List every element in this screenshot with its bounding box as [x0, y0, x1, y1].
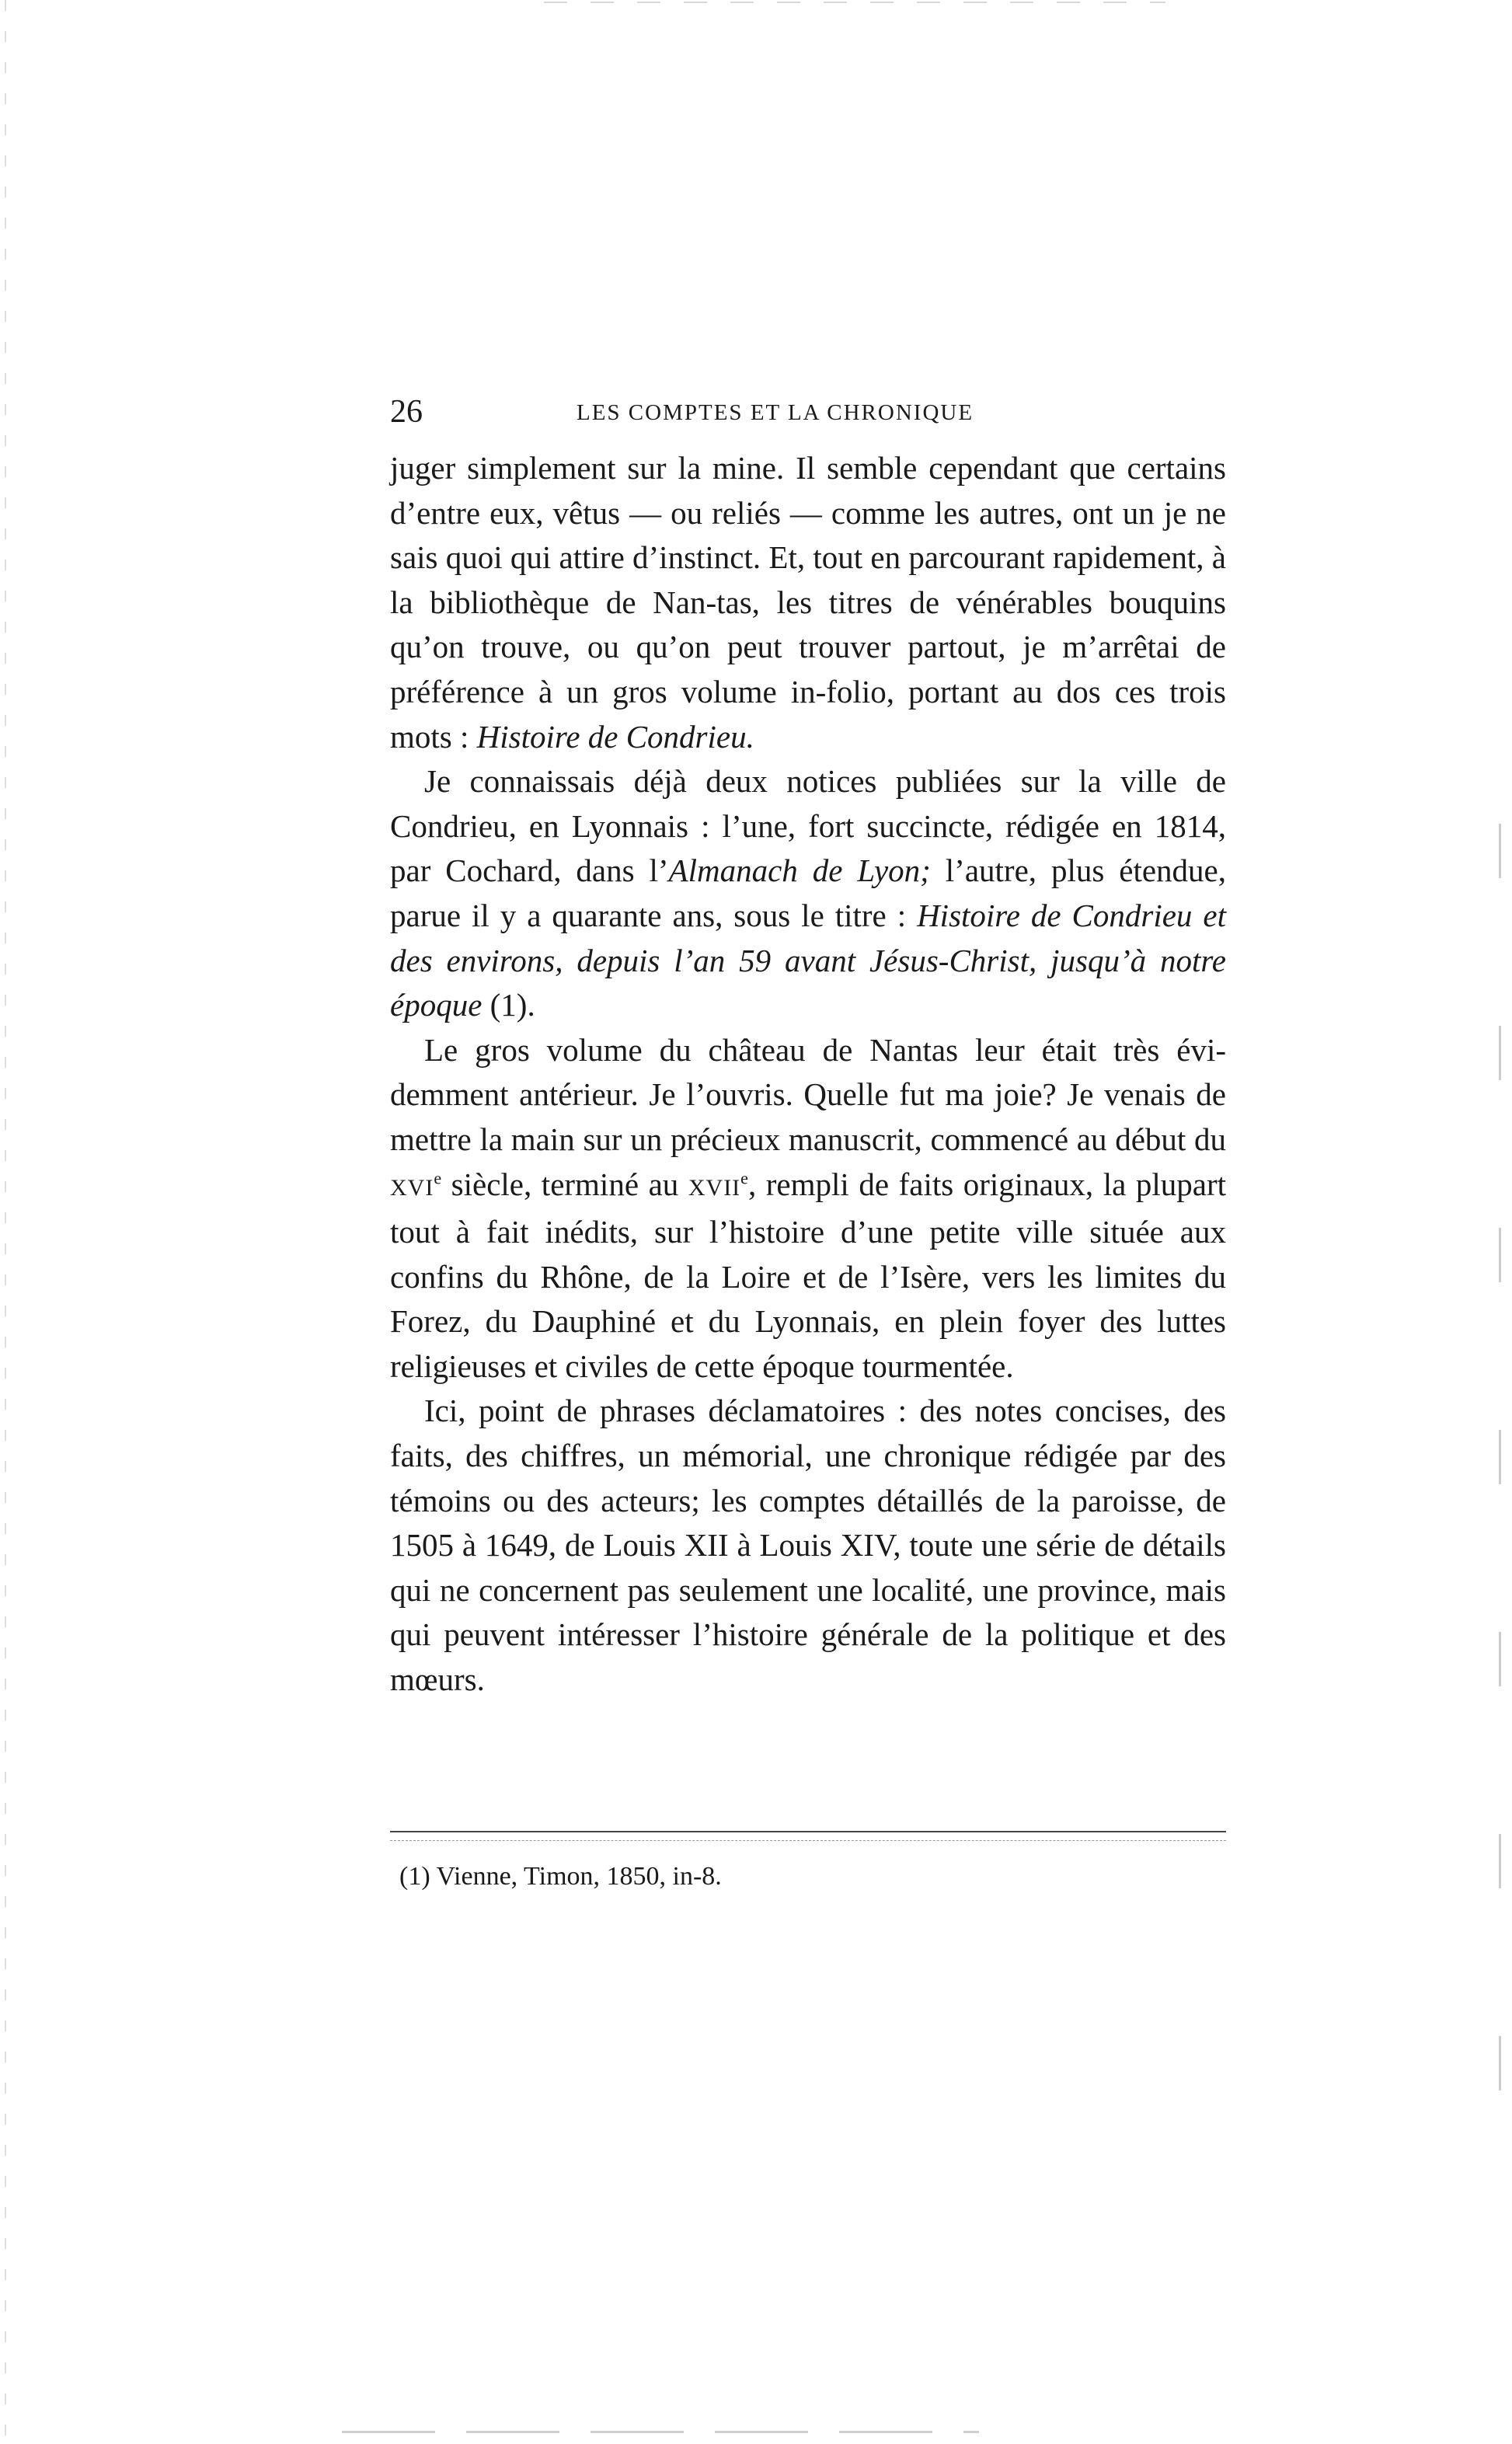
paragraph-3-text-a: Le gros volume du château de Nantas leur était très évi-demment antérieur. Je l’ouvris. Quelle fut ma joie? Je venais de mettre la main sur un précieux manuscrit, commencé au début du	[390, 1031, 1226, 1157]
paragraph-2-text-b: l’autre, plus étendue, parue il y a quarante ans, sous le titre :	[390, 852, 1226, 933]
paragraph-3-text-c: , rempli de faits originaux, la plupart tout à fait inédits, sur l’histoire d’une petite ville située aux confins du Rhône, de la Loire et de l’Isère, vers les limites du Forez, du Dauphiné et du Lyonnais, en plein foyer des luttes religieuses et civiles de cette époque tourmentée.	[390, 1166, 1226, 1384]
paragraph-1	[390, 446, 1226, 759]
paragraph-4-text: Ici, point de phrases déclamatoires : des notes concises, des faits, des chiffres, un mémorial, une chronique rédigée par des témoins ou des acteurs; les comptes détaillés de la paroisse, de 1505 à 1649, de Louis XII à Louis XIV, toute une série de détails qui ne concernent pas seulement une localité, une province, mais qui peuvent intéresser l’histoire générale de la politique et des mœurs.	[390, 1393, 1226, 1698]
century-xvi: XVI	[390, 1174, 434, 1201]
paragraph-3-text-b: siècle, terminé au	[441, 1166, 688, 1202]
scan-edge-left	[5, 0, 6, 2444]
scan-edge-bottom	[342, 2431, 979, 2433]
body-text	[390, 446, 1226, 1703]
century-xvii: XVII	[688, 1174, 741, 1201]
scan-edge-top	[544, 2, 1165, 3]
footnote: (1) Vienne, Timon, 1850, in-8.	[399, 1862, 722, 1891]
footnote-rule	[390, 1831, 1226, 1832]
century-xvii-suffix: e	[740, 1167, 748, 1187]
title-histoire-de-condrieu: Histoire de Condrieu.	[476, 718, 754, 755]
running-title: LES COMPTES ET LA CHRONIQUE	[577, 400, 974, 425]
footnote-rule-secondary	[390, 1840, 1226, 1841]
paragraph-3	[390, 1028, 1226, 1389]
footnote-reference: (1).	[482, 987, 535, 1023]
paragraph-4	[390, 1389, 1226, 1702]
paragraph-2-text-a: Je connaissais déjà deux notices publiées sur la ville de Condrieu, en Lyonnais : l’une, fort succincte, rédigée en 1814, par Cochard, dans l’	[390, 763, 1226, 889]
page-number: 26	[390, 394, 423, 430]
century-xvi-suffix: e	[434, 1167, 442, 1187]
scan-edge-right	[1499, 824, 1501, 2223]
title-almanach-de-lyon: Almanach de Lyon;	[668, 852, 931, 889]
paragraph-2	[390, 759, 1226, 1028]
running-head	[390, 390, 1226, 437]
paragraph-1-text: juger simplement sur la mine. Il semble cependant que certains d’entre eux, vêtus — ou reliés — comme les autres, ont un je ne sais quoi qui attire d’instinct. Et, tout en parcourant rapidement, à la bibliothèque de Nan-tas, les titres de vénérables bouquins qu’on trouve, ou qu’on peut trouver partout, je m’arrêtai de préférence à un gros volume in-folio, portant au dos ces trois mots :	[390, 450, 1226, 755]
title-histoire-de-condrieu-environs: Histoire de Condrieu et des environs, depuis l’an 59 avant Jésus-Christ, jusqu’à notre époque	[390, 897, 1226, 1023]
